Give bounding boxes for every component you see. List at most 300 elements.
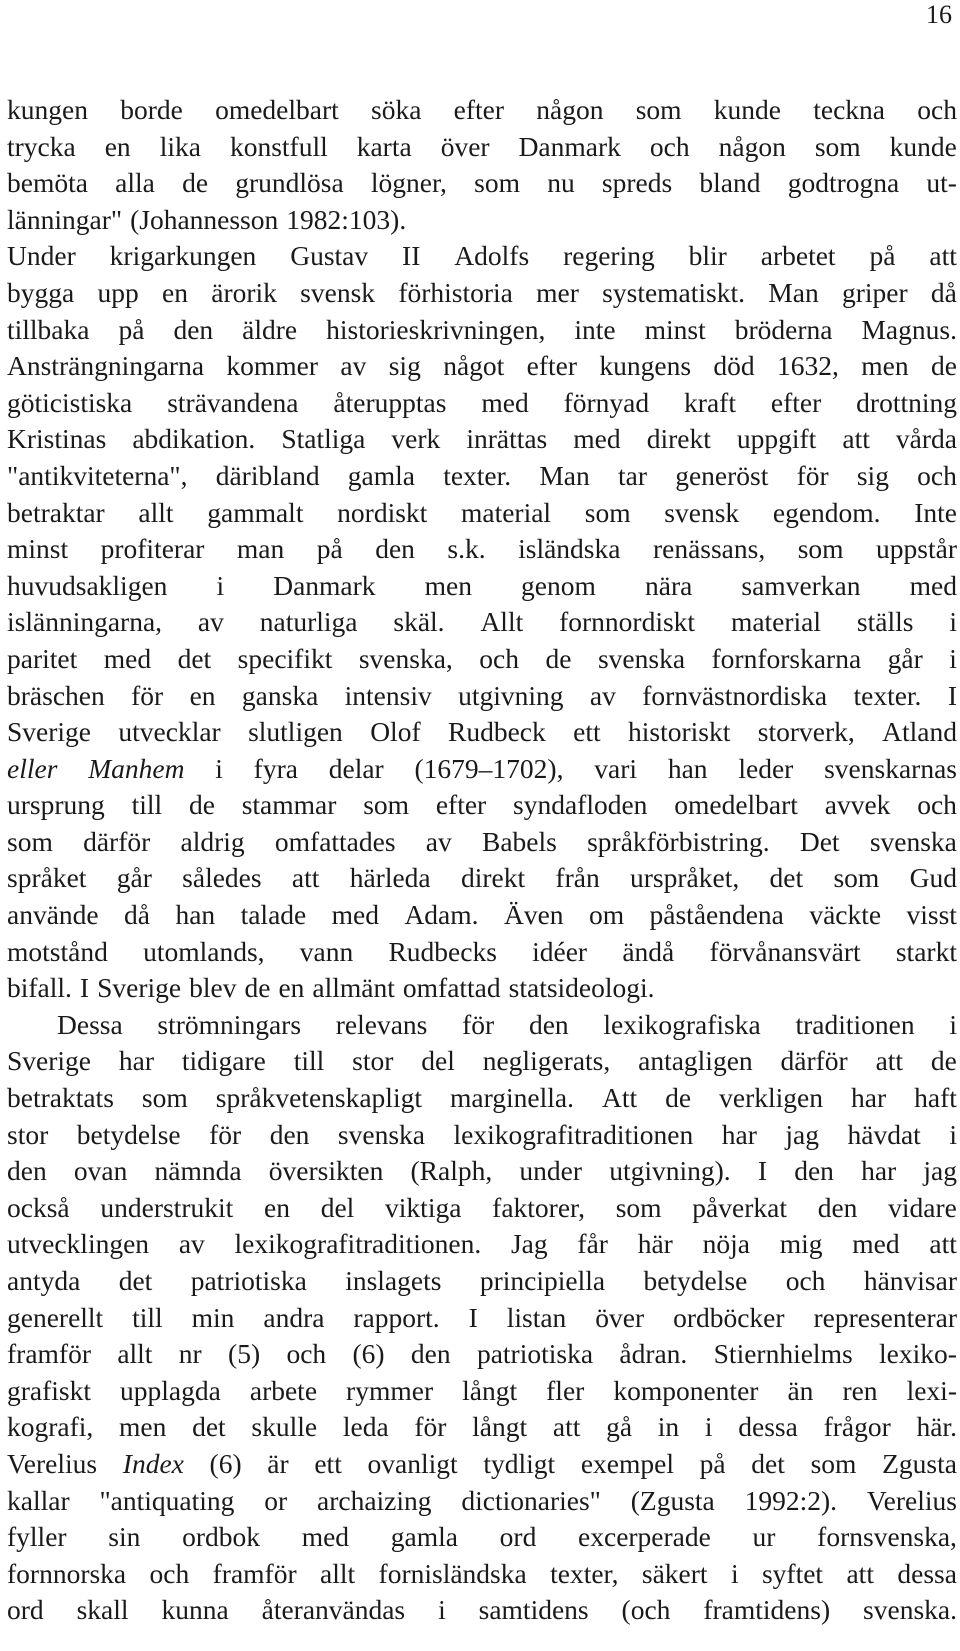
word: väckte	[809, 899, 882, 931]
word: antagligen	[638, 1045, 753, 1077]
word: att	[846, 1557, 874, 1589]
word: Dessa	[57, 1008, 123, 1040]
word: visst	[906, 899, 957, 931]
word: skulle	[251, 1411, 318, 1443]
word: stor	[7, 1118, 49, 1150]
word: bemöta	[7, 167, 88, 199]
word: nr	[178, 1338, 202, 1370]
word: i	[949, 642, 957, 674]
word: faktorer,	[492, 1191, 585, 1223]
word: samverkan	[741, 569, 861, 601]
word: mig	[779, 1228, 823, 1260]
word: den	[269, 1118, 310, 1150]
word: Danmark	[273, 569, 376, 601]
word: förvånansvärt	[709, 935, 861, 967]
word: (Ralph,	[410, 1155, 493, 1187]
word: texter.	[443, 459, 512, 491]
word: ord	[7, 1594, 44, 1626]
word: över	[440, 130, 490, 162]
text-line	[7, 860, 957, 897]
word: över	[595, 1301, 645, 1333]
text-line	[7, 1446, 957, 1483]
word: på	[869, 240, 896, 272]
word: patriotiska	[190, 1265, 307, 1296]
word: vann	[299, 935, 354, 967]
word: spreds	[601, 167, 673, 199]
text-line	[7, 458, 957, 495]
word: som	[7, 825, 53, 857]
word: som	[363, 789, 410, 821]
text-line	[7, 1007, 957, 1044]
word: svenska	[597, 642, 686, 674]
word: en	[162, 276, 188, 308]
word: motstånd	[7, 935, 108, 967]
word: ordbok	[182, 1521, 260, 1553]
word: ganska	[241, 679, 319, 711]
word: historieskrivningen,	[326, 313, 546, 345]
word: tydligt	[483, 1447, 556, 1479]
text-line	[7, 787, 957, 824]
word: listan	[506, 1301, 567, 1333]
word: utvecklar	[118, 716, 221, 748]
word: då	[930, 276, 957, 308]
text-line	[7, 1153, 957, 1190]
word: med	[331, 899, 380, 931]
word: förhistoria	[398, 276, 513, 308]
word: ådran.	[619, 1338, 688, 1370]
word: tar	[617, 459, 647, 491]
word: omfattad	[402, 972, 501, 1004]
word: då	[124, 899, 151, 931]
word: i	[949, 1008, 957, 1040]
word: krigarkungen	[109, 240, 257, 272]
word: direkt	[646, 423, 711, 455]
word: sig	[856, 459, 889, 491]
word: alla	[115, 167, 155, 199]
word: principiella	[479, 1265, 606, 1296]
text-line	[7, 934, 957, 971]
word: däribland	[215, 459, 320, 491]
word: i	[438, 1594, 446, 1626]
word: stammar	[241, 789, 337, 821]
word: utgivning	[458, 679, 564, 711]
word: uppgift	[736, 423, 817, 455]
word: huvudsakligen	[7, 569, 168, 601]
word: som	[814, 130, 861, 162]
word: kografi,	[7, 1411, 94, 1443]
word: den	[7, 1155, 47, 1187]
word: lexikografiska	[603, 1008, 761, 1040]
word: betraktar	[7, 496, 105, 528]
word: språkvetenskapligt	[215, 1082, 422, 1114]
text-line	[7, 824, 957, 861]
word: göticistiska	[7, 386, 133, 418]
word: har	[721, 1118, 757, 1150]
word: archaizing	[317, 1484, 432, 1516]
word: att	[875, 1045, 904, 1077]
word: det	[118, 1265, 153, 1296]
word: relevans	[335, 1008, 428, 1040]
word: antyda	[7, 1265, 81, 1296]
word: Det	[799, 825, 840, 857]
text-line	[7, 1592, 957, 1629]
word: och	[917, 789, 957, 821]
word: har	[851, 1082, 887, 1114]
word: idéer	[532, 935, 588, 967]
word: texter,	[550, 1557, 619, 1589]
word: för	[209, 1118, 242, 1150]
word: de	[930, 1045, 957, 1077]
text-line	[7, 897, 957, 934]
word: han	[667, 752, 708, 784]
word: patriotiska	[476, 1338, 594, 1370]
word: till	[132, 1301, 163, 1333]
word: traditionen	[795, 1008, 915, 1040]
text-line	[7, 1336, 957, 1373]
word: fyller	[7, 1521, 67, 1553]
word: Under	[7, 240, 76, 272]
word: statsideologi.	[508, 972, 655, 1004]
word: negligerats,	[482, 1045, 611, 1077]
word: arbete	[249, 1374, 318, 1406]
word: haft	[914, 1082, 957, 1114]
word: (1679–1702),	[414, 752, 564, 784]
word: bland	[699, 167, 761, 199]
word: bröderna	[734, 313, 833, 345]
text-line	[7, 385, 957, 422]
word: jag	[923, 1155, 957, 1187]
word: ord	[499, 1521, 537, 1553]
word: har	[118, 1045, 154, 1077]
word: som	[584, 496, 631, 528]
word: Verelius	[866, 1484, 957, 1516]
word: vidare	[888, 1191, 957, 1223]
text-line	[7, 348, 957, 385]
word: därför	[780, 1045, 848, 1077]
word: borde	[120, 94, 183, 125]
word: att	[929, 240, 957, 272]
word: betraktats	[7, 1082, 114, 1114]
word: abdikation.	[132, 423, 256, 455]
text-line	[7, 1519, 957, 1556]
word: en	[278, 972, 305, 1004]
word: återupptas	[333, 386, 447, 418]
word: gamla	[390, 1521, 458, 1553]
word: den	[375, 533, 415, 565]
word: att	[552, 1411, 581, 1443]
word: Olof	[370, 716, 421, 748]
page-number: 16	[926, 0, 952, 29]
word: inslagets	[345, 1265, 442, 1296]
word: och	[149, 1557, 190, 1589]
word: representerar	[813, 1301, 957, 1333]
word: syndafloden	[513, 789, 648, 821]
text-line	[7, 312, 957, 349]
word: I	[79, 972, 90, 1004]
word: påståendena	[649, 899, 784, 931]
text-line	[7, 421, 957, 458]
word: efter	[435, 789, 487, 821]
word: verkligen	[719, 1082, 823, 1114]
text-line	[7, 1409, 957, 1446]
word: (Johannesson	[130, 203, 279, 235]
word: inte	[574, 313, 616, 345]
word: direkt	[460, 862, 526, 894]
word: rapport.	[353, 1301, 440, 1333]
word: minst	[7, 533, 69, 565]
word: karta	[356, 130, 412, 162]
word: generöst	[675, 459, 769, 491]
word: man	[236, 533, 285, 565]
word: syftet	[761, 1557, 824, 1589]
word: exempel	[580, 1447, 674, 1479]
word: andra	[263, 1301, 325, 1333]
word: ställs	[856, 606, 914, 638]
word: och	[917, 94, 957, 125]
word: fornnorska	[7, 1557, 127, 1589]
italic-word: Manhem	[88, 752, 185, 784]
word: av	[197, 606, 224, 638]
word: de	[545, 642, 572, 674]
word: Magnus.	[861, 313, 957, 345]
word: tillbaka	[7, 313, 90, 345]
word: svenskarnas	[824, 752, 957, 784]
word: grafiskt	[7, 1374, 92, 1406]
word: drottning	[856, 386, 957, 418]
word: fornforskarna	[711, 642, 862, 674]
word: arbetet	[760, 240, 836, 272]
word: samtidens	[478, 1594, 589, 1626]
word: av	[340, 350, 367, 382]
word: tidigare	[181, 1045, 266, 1077]
word: Gustav	[290, 240, 369, 272]
word: ut-	[926, 167, 957, 199]
word: 1992:2).	[744, 1484, 838, 1516]
word: de	[182, 167, 209, 199]
word: Även	[503, 899, 564, 931]
word: översikten	[268, 1155, 384, 1187]
word: med	[573, 423, 621, 455]
word: för	[131, 679, 164, 711]
word: "antikviteterna",	[7, 459, 188, 491]
word: understrukit	[100, 1191, 234, 1223]
text-line	[7, 202, 957, 239]
word: material	[460, 496, 552, 528]
word: min	[191, 1301, 235, 1333]
word: lögner,	[370, 167, 447, 199]
word: urspråket,	[630, 862, 740, 894]
word: och	[649, 130, 690, 162]
word: den	[817, 1191, 858, 1223]
word: naturliga	[259, 606, 358, 638]
italic-word: eller	[7, 752, 58, 784]
word: systematiskt.	[602, 276, 746, 308]
word: utomlands,	[143, 935, 265, 967]
word: Sverige	[97, 972, 182, 1004]
word: den	[410, 1338, 451, 1370]
word: fler	[546, 1374, 585, 1406]
word: vårda	[895, 423, 957, 455]
word: någon	[536, 94, 604, 125]
word: till	[131, 789, 163, 821]
word: frågor	[823, 1411, 891, 1443]
word: griper	[841, 276, 908, 308]
word: 1632,	[777, 350, 839, 382]
word: söka	[371, 94, 422, 125]
word: i	[215, 752, 223, 784]
word: allt	[117, 1338, 153, 1370]
word: den	[528, 1008, 569, 1040]
word: för	[414, 1411, 447, 1443]
word: och	[286, 1338, 327, 1370]
word: kunna	[161, 1594, 229, 1626]
text-line	[7, 92, 957, 129]
word: ur	[752, 1521, 776, 1553]
word: om	[588, 899, 625, 931]
word: generellt	[7, 1301, 104, 1333]
word: framför	[212, 1557, 297, 1589]
word: nämnda	[154, 1155, 242, 1187]
word: skäl.	[393, 606, 445, 638]
word: (5)	[228, 1338, 261, 1370]
word: ordböcker	[673, 1301, 785, 1333]
word: svenska.	[863, 1594, 957, 1626]
word: det	[769, 862, 804, 894]
word: Babels	[481, 825, 557, 857]
word: (och	[621, 1594, 671, 1626]
word: men	[119, 1411, 167, 1443]
word: det	[192, 1411, 226, 1443]
word: lexi-	[906, 1374, 957, 1406]
word: för	[462, 1008, 495, 1040]
word: lika	[159, 130, 201, 162]
word: sin	[108, 1521, 141, 1553]
word: återanvändas	[261, 1594, 406, 1626]
text-line	[7, 1226, 957, 1263]
word: leda	[342, 1411, 389, 1443]
word: material	[730, 606, 822, 638]
word: Jag	[510, 1228, 548, 1260]
word: och	[479, 642, 520, 674]
word: intensiv	[344, 679, 432, 711]
word: viktiga	[385, 1191, 462, 1223]
word: långt	[462, 1374, 518, 1406]
word: använde	[7, 899, 99, 931]
word: texter.	[853, 679, 922, 711]
italic-word: Index	[122, 1447, 184, 1479]
word: Inte	[914, 496, 957, 528]
word: (6)	[209, 1447, 242, 1479]
word: som	[635, 94, 682, 125]
word: del	[421, 1045, 455, 1077]
word: teckna	[813, 94, 886, 125]
word: en	[264, 1191, 290, 1223]
word: grundlösa	[235, 167, 344, 199]
word: kunde	[889, 130, 957, 162]
word: "antiquating	[99, 1484, 235, 1516]
word: in	[657, 1411, 680, 1443]
word: Man	[768, 276, 819, 308]
word: bygga	[7, 276, 75, 308]
text-line	[7, 1483, 957, 1520]
word: kommer	[226, 350, 319, 382]
word: or	[264, 1484, 288, 1516]
word: i	[730, 1557, 739, 1589]
word: efter	[453, 94, 505, 125]
word: fornnordiskt	[559, 606, 696, 638]
word: hävdat	[847, 1118, 921, 1150]
word: har	[861, 1155, 897, 1187]
word: här.	[916, 1411, 957, 1443]
word: påverkat	[692, 1191, 787, 1223]
word: omfattades	[274, 825, 396, 857]
text-line	[7, 751, 957, 788]
word: under	[519, 1155, 583, 1187]
word: kungen	[7, 94, 88, 125]
word: marginella.	[450, 1082, 574, 1114]
word: Kristinas	[7, 423, 107, 455]
word: nära	[644, 569, 693, 601]
word: de	[188, 789, 215, 821]
word: Man	[539, 459, 590, 491]
word: svensk	[664, 496, 740, 528]
word: för	[796, 459, 829, 491]
word: allmänt	[312, 972, 395, 1004]
word: Statliga	[281, 423, 366, 455]
word: än	[787, 1374, 814, 1406]
word: ett	[573, 716, 601, 748]
word: bräschen	[7, 679, 105, 711]
text-line	[7, 1080, 957, 1117]
word: den	[173, 313, 214, 345]
word: islänningarna,	[7, 606, 163, 638]
word: ett	[314, 1447, 342, 1479]
text-line	[7, 1190, 957, 1227]
word: efter	[770, 386, 822, 418]
word: ärorik	[211, 276, 277, 308]
word: det	[751, 1447, 785, 1479]
word: starkt	[895, 935, 957, 967]
word: vari	[594, 752, 638, 784]
word: fyra	[253, 752, 298, 784]
word: i	[216, 569, 225, 601]
word: rymmer	[346, 1374, 434, 1406]
word: allt	[138, 496, 174, 528]
word: på	[118, 313, 145, 345]
word: att	[929, 1228, 957, 1260]
word: Adolfs	[454, 240, 530, 272]
word: framtidens)	[703, 1594, 831, 1626]
word: I	[468, 1301, 478, 1333]
word: Rudbeck	[447, 716, 546, 748]
word: svenska	[337, 1118, 425, 1150]
word: (6)	[352, 1338, 385, 1370]
word: talade	[240, 899, 307, 931]
word: här	[637, 1228, 673, 1260]
word: svenska,	[358, 642, 453, 674]
word: renässans,	[652, 533, 766, 565]
word: ursprung	[7, 789, 105, 821]
word: regering	[563, 240, 655, 272]
word: är	[267, 1447, 289, 1479]
text-line	[7, 1300, 957, 1337]
word: som	[833, 862, 880, 894]
word: omedelbart	[215, 94, 339, 125]
word: men	[861, 350, 909, 382]
word: härleda	[349, 862, 431, 894]
word: ovanligt	[367, 1447, 458, 1479]
word: i	[704, 1411, 713, 1443]
